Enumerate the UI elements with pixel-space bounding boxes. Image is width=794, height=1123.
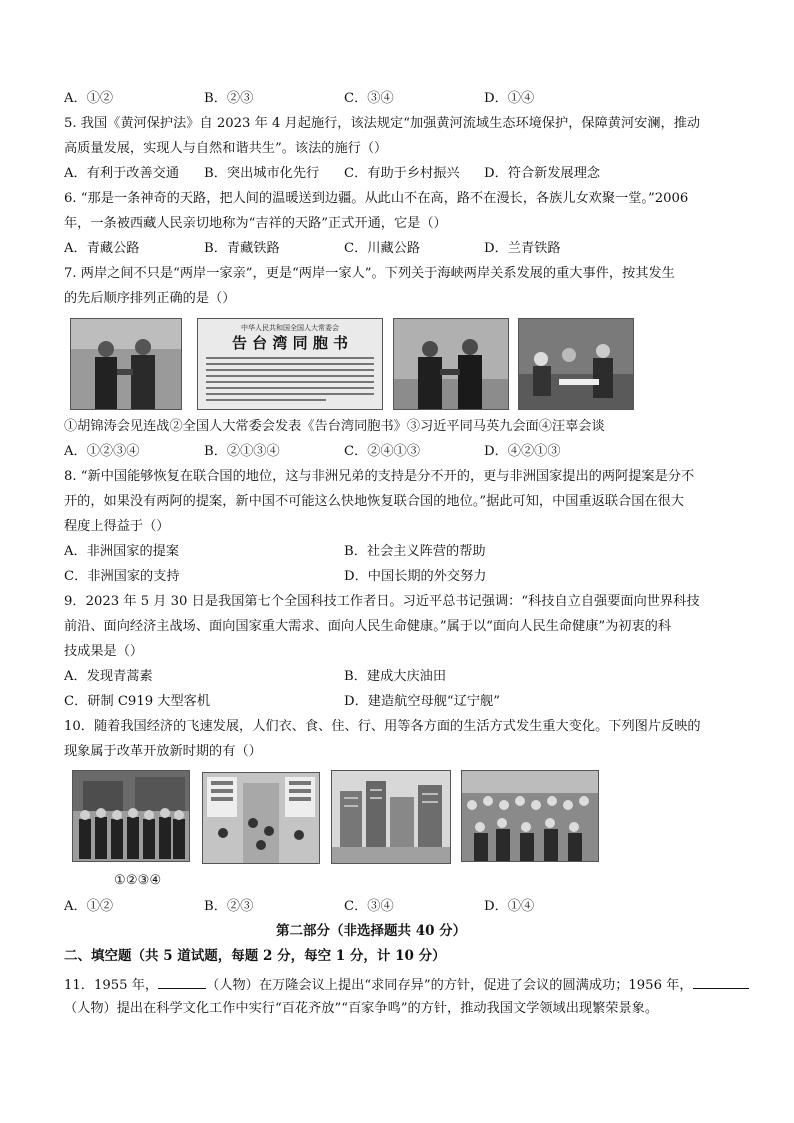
q11-line1-part-a: 11．1955 年， [64,978,159,993]
q7-photo-1 [70,318,182,410]
q5-option-d: D．符合新发展理念 [484,166,601,181]
q10-photo-3 [331,770,451,864]
q8-stem-line3: 程度上得益于（） [64,519,170,534]
q11-line1-part-b: （人物）在万隆会议上提出“求同存异”的方针，促进了会议的圆满成功；1956 年， [206,978,693,993]
q6-option-a: A．青藏公路 [64,241,140,256]
q8-option-d: D．中国长期的外交努力 [344,569,487,584]
q6-option-c: C．川藏公路 [344,241,421,256]
q9-option-b: B．建成大庆油田 [344,669,447,684]
q10-stem-line1: 10．随着我国经济的飞速发展，人们衣、食、住、行、用等各方面的生活方式发生重大变化。下列图片反映的 [64,719,701,734]
q11-blank-1[interactable] [158,975,206,989]
q7-option-a: A．①②③④ [64,444,140,459]
q7-photo-4 [518,318,634,410]
q11-line1 [64,975,749,995]
q10-photo-1 [72,770,190,862]
q9-stem-line2: 前沿、面向经济主战场、面向国家重大需求、面向人民生命健康。”属于以“面向人民生命健康”为初衷的科 [64,619,672,634]
q7-option-c: C．②④①③ [344,444,421,459]
q10-option-a: A．①② [64,899,114,914]
q10-photo-2 [202,772,320,864]
q9-option-a: A．发现青蒿素 [64,669,153,684]
q5-option-a: A．有利于改善交通 [64,166,180,181]
q8-stem-line2: 开的，如果没有两阿的提案，新中国不可能这么快地恢复联合国的地位。”据此可知，中国重返联合国在很大 [64,494,684,509]
q9-stem-line1: 9．2023 年 5 月 30 日是我国第七个全国科技工作者日。习近平总书记强调：“科技自立自强要面向世界科技 [64,594,700,609]
q4-option-c: C．③④ [344,91,394,106]
q9-option-d: D．建造航空母舰“辽宁舰” [344,694,500,709]
q8-option-b: B．社会主义阵营的帮助 [344,544,486,559]
q7-caption: ①胡锦涛会见连战②全国人大常委会发表《告台湾同胞书》③习近平同马英九会面④汪辜会谈 [64,419,605,434]
q7-option-d: D．④②①③ [484,444,561,459]
newspaper-title: 告 台 湾 同 胞 书 [231,334,349,352]
q5-option-b: B．突出城市化先行 [204,166,320,181]
q7-stem-line2: 的先后顺序排列正确的是（） [64,291,236,306]
q10-option-c: C．③④ [344,899,394,914]
q7-newspaper-image [197,318,383,410]
q6-stem-line1: 6. “那是一条神奇的天路，把人间的温暖送到边疆。从此山不在高，路不在漫长，各族儿女欢聚一堂。”2006 [64,191,689,206]
part2-title: 第二部分（非选择题共 40 分） [276,923,467,939]
q9-stem-line3: 技成果是（） [64,644,144,659]
q10-option-d: D．①④ [484,899,535,914]
q7-photo-3 [393,318,509,410]
q6-option-d: D．兰青铁路 [484,241,561,256]
q10-option-b: B．②③ [204,899,254,914]
q8-stem-line1: 8. “新中国能够恢复在联合国的地位，这与非洲兄弟的支持是分不开的，更与非洲国家提出的两阿提案是分不 [64,469,695,484]
q11-blank-2[interactable] [693,975,749,989]
q6-option-b: B．青藏铁路 [204,241,280,256]
q4-option-a: A．①② [64,91,114,106]
q10-caption: ①②③④ [114,873,162,888]
q9-option-c: C．研制 C919 大型客机 [64,694,211,709]
q10-photo-4 [461,770,599,862]
q10-stem-line2: 现象属于改革开放新时期的有（） [64,744,262,759]
q11-line2: （人物）提出在科学文化工作中实行“百花齐放”“百家争鸣”的方针，推动我国文学领域出现繁荣景象。 [64,1001,659,1016]
q4-option-d: D．①④ [484,91,535,106]
q5-option-c: C．有助于乡村振兴 [344,166,460,181]
section2-title: 二、填空题（共 5 道试题，每题 2 分，每空 1 分，计 10 分） [64,948,446,964]
q8-option-a: A．非洲国家的提案 [64,544,180,559]
q7-option-b: B．②①③④ [204,444,280,459]
q5-stem-line2: 高质量发展，实现人与自然和谐共生”。该法的施行（） [64,141,388,156]
q5-stem-line1: 5. 我国《黄河保护法》自 2023 年 4 月起施行，该法规定“加强黄河流域生态环境保护，保障黄河安澜，推动 [64,116,701,131]
q4-option-b: B．②③ [204,91,254,106]
q7-stem-line1: 7. 两岸之间不只是“两岸一家亲”，更是“两岸一家人”。下列关于海峡两岸关系发展的重大事件，按其发生 [64,266,675,281]
newspaper-header: 中华人民共和国全国人大常委会 [241,324,339,332]
q6-stem-line2: 年，一条被西藏人民亲切地称为“吉祥的天路”正式开通，它是（） [64,216,447,231]
q8-option-c: C．非洲国家的支持 [64,569,180,584]
